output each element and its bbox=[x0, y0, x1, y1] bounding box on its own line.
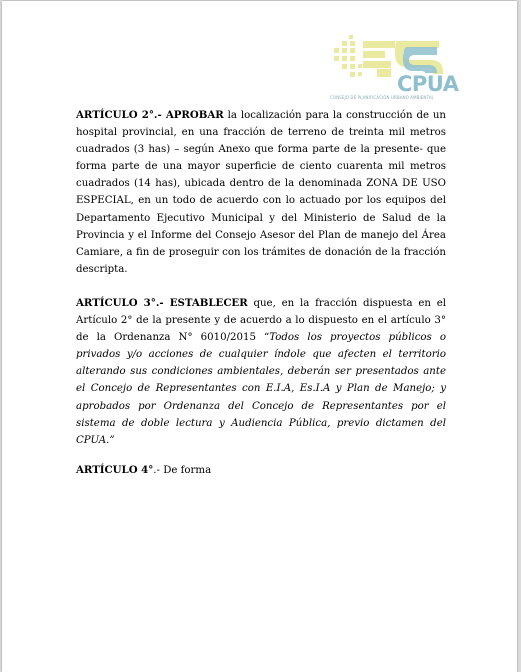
article-4-label: ARTÍCULO 4° bbox=[76, 464, 154, 476]
article-2 bbox=[76, 107, 446, 278]
article-2-text: la localización para la construcción de un hospital provincial, en una fracción de terreno de treinta mil metros cuadrados (3 has) – según Anexo que forma parte de la presente- que forma parte de una mayor superficie de ciento cuarenta mil metros cuadrados (14 has), ubicada dentro de la denominada ZONA DE USO ESPECIAL, en un todo de acuerdo con lo actuado por los equipos del Departamento Ejecutivo Municipal y del Ministerio de Salud de la Provincia y el Informe del Consejo Asesor del Plan de manejo del Área Camiare, a fin de proseguir con los trámites de donación de la fracción descripta. bbox=[76, 110, 446, 275]
article-3-label: ARTÍCULO 3°.- ESTABLECER bbox=[76, 297, 248, 309]
cpua-subtitle: CONSEJO DE PLANIFICACIÓN URBANO AMBIENTAL bbox=[330, 95, 434, 100]
cpua-logo bbox=[329, 35, 459, 105]
article-4-text: .- De forma bbox=[153, 465, 212, 476]
document-page bbox=[2, 1, 517, 672]
article-4 bbox=[76, 462, 446, 479]
article-3-quote: “Todos los proyectos públicos o privados y/o acciones de cualquier índole que afecten el territorio alterando sus condiciones ambientales, deberán ser presentados ante el Concejo de Representantes con E.I.A, Es.I.A y Plan de Manejo; y aprobados por Ordenanza del Concejo de Representantes por el sistema de doble lectura y Audiencia Pública, previo dictamen del CPUA.” bbox=[76, 332, 446, 446]
article-3 bbox=[76, 295, 446, 449]
article-3-text: que, en la fracción dispuesta en el Artículo 2° de la presente y de acuerdo a lo dispuesto en el artículo 3° de la Ordenanza N° 6010/2015 bbox=[76, 298, 446, 344]
article-2-label: ARTÍCULO 2°.- APROBAR bbox=[76, 109, 224, 121]
cpua-wordmark: CPUA bbox=[397, 72, 459, 96]
